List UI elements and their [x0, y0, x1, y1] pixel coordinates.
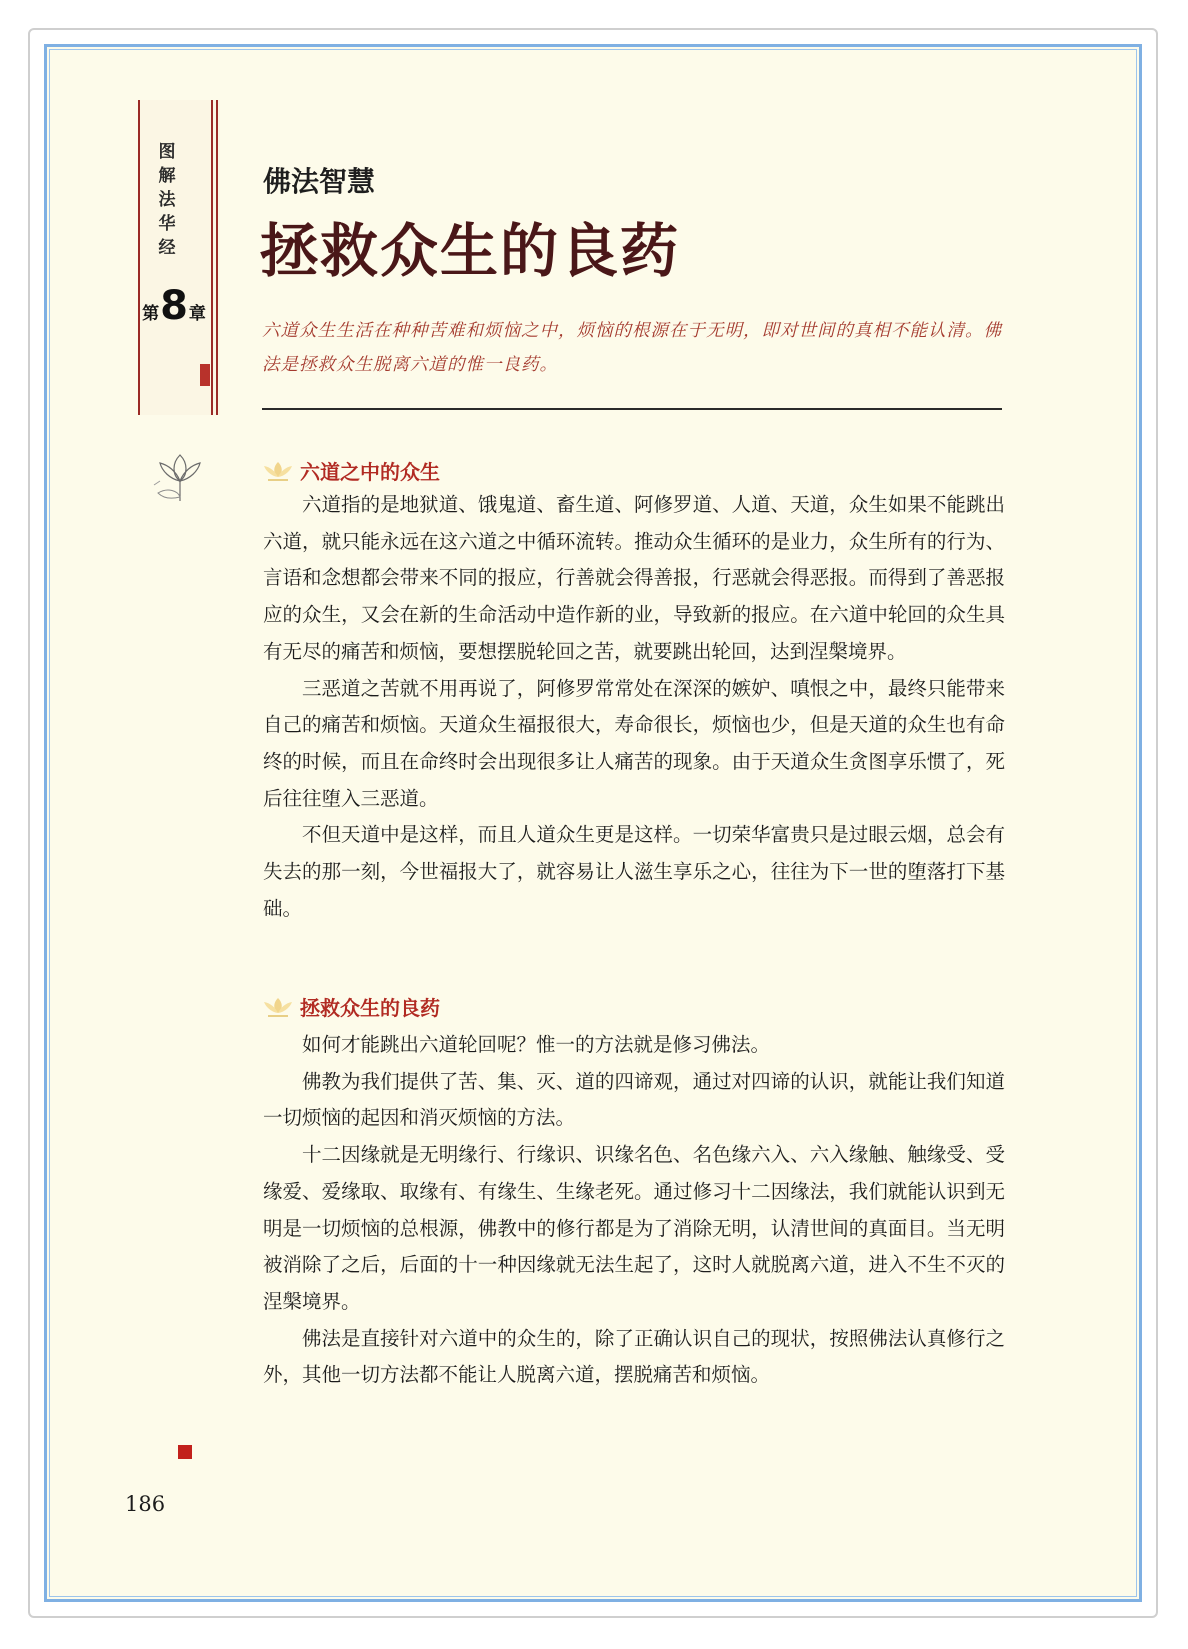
- page-number: 186: [125, 1492, 166, 1516]
- title-divider: [262, 408, 1002, 410]
- chapter-tab: [138, 100, 220, 415]
- section-label: 佛法智慧: [263, 165, 376, 198]
- section-body-2: [263, 1027, 1005, 1394]
- chapter-suffix: 章: [188, 304, 206, 324]
- chapter-number: [138, 283, 210, 329]
- book-title-char: 经: [158, 238, 176, 258]
- paragraph: 如何才能跳出六道轮回呢？惟一的方法就是修习佛法。: [302, 1033, 771, 1056]
- section-heading-2: [262, 992, 440, 1021]
- paragraph: 十二因缘就是无明缘行、行缘识、识缘名色、名色缘六入、六入缘触、触缘受、受缘爱、爱缘取、取缘有、有缘生、生缘老死。通过修习十二因缘法，我们就能认识到无明是一切烦恼的总根源，佛教中的修行都是为了消除无明，认清世间的真面目。当无明被消除了之后，后面的十一种因缘就无法生起了，这时人就脱离六道，进入不生不灭的涅槃境界。: [263, 1143, 1005, 1313]
- paragraph: 佛教为我们提供了苦、集、灭、道的四谛观，通过对四谛的认识，就能让我们知道一切烦恼的起因和消灭烦恼的方法。: [263, 1069, 1005, 1130]
- lotus-illustration-icon: [150, 435, 210, 505]
- tab-rule-right: [211, 100, 213, 415]
- book-title-char: 法: [158, 190, 176, 210]
- tab-rule-right-outer: [216, 100, 218, 415]
- tab-red-marker: [200, 364, 210, 386]
- tab-rule-left: [138, 100, 140, 415]
- section-heading-text: 六道之中的众生: [300, 460, 440, 484]
- intro-text: 六道众生生活在种种苦难和烦恼之中，烦恼的根源在于无明，即对世间的真相不能认清。佛法是拯救众生脱离六道的惟一良药。: [262, 321, 1002, 375]
- paragraph: 佛法是直接针对六道中的众生的，除了正确认识自己的现状，按照佛法认真修行之外，其他一切方法都不能让人脱离六道，摆脱痛苦和烦恼。: [263, 1326, 1005, 1387]
- book-title: [154, 140, 180, 260]
- paragraph: 不但天道中是这样，而且人道众生更是这样。一切荣华富贵只是过眼云烟，总会有失去的那一刻，今世福报大了，就容易让人滋生享乐之心，往往为下一世的堕落打下基础。: [263, 823, 1005, 920]
- lotus-bullet-icon: [262, 994, 294, 1020]
- lotus-bullet-icon: [262, 458, 294, 484]
- book-title-char: 图: [158, 142, 176, 162]
- chapter-prefix: 第: [142, 304, 160, 324]
- section-heading-text: 拯救众生的良药: [300, 996, 440, 1020]
- book-title-char: 解: [158, 166, 176, 186]
- section-heading-1: [262, 456, 440, 485]
- chapter-digit: 8: [160, 283, 188, 329]
- book-title-char: 华: [158, 214, 176, 234]
- page-title: 拯救众生的良药: [260, 217, 681, 285]
- page-marker-square: [178, 1445, 192, 1459]
- section-body-1: [263, 487, 1005, 927]
- paragraph: 六道指的是地狱道、饿鬼道、畜生道、阿修罗道、人道、天道，众生如果不能跳出六道，就只能永远在这六道之中循环流转。推动众生循环的是业力，众生所有的行为、言语和念想都会带来不同的报应，行善就会得善报，行恶就会得恶报。而得到了善恶报应的众生，又会在新的生命活动中造作新的业，导致新的报应。在六道中轮回的众生具有无尽的痛苦和烦恼，要想摆脱轮回之苦，就要跳出轮回，达到涅槃境界。: [263, 493, 1005, 663]
- paragraph: 三恶道之苦就不用再说了，阿修罗常常处在深深的嫉妒、嗔恨之中，最终只能带来自己的痛苦和烦恼。天道众生福报很大，寿命很长，烦恼也少，但是天道的众生也有命终的时候，而且在命终时会出现很多让人痛苦的现象。由于天道众生贪图享乐惯了，死后往往堕入三恶道。: [263, 676, 1005, 810]
